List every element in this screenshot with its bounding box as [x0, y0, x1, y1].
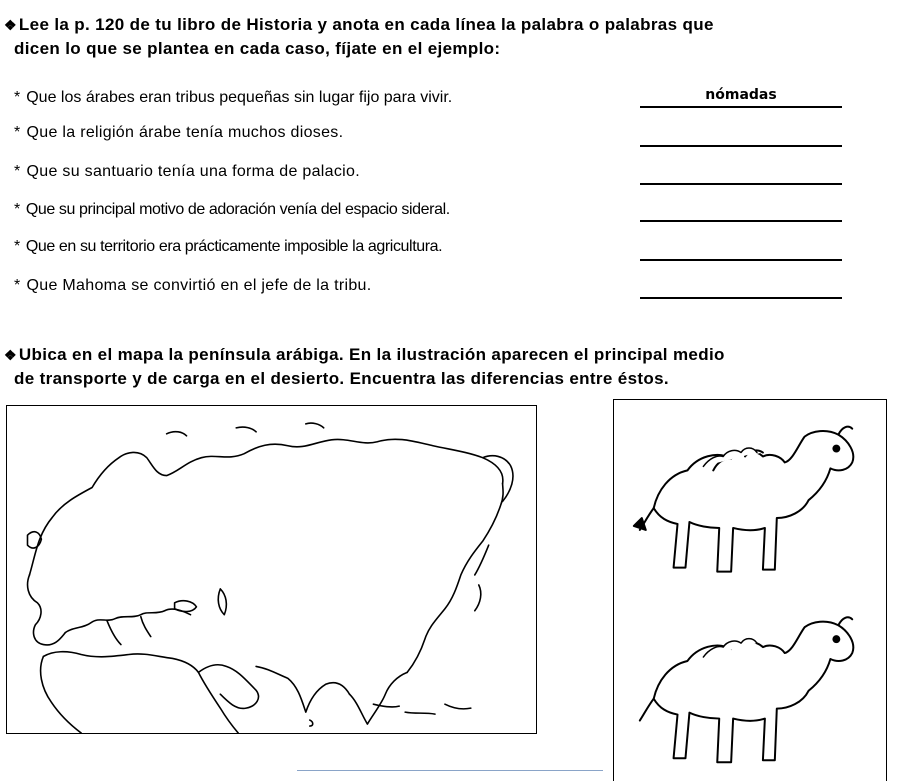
instruction-2-line-2: de transporte y de carga en el desierto. Encuentra las diferencias entre éstos. — [14, 369, 669, 388]
statement-2 — [14, 123, 343, 143]
camel-top — [640, 427, 853, 572]
camel-bottom — [640, 617, 853, 762]
statement-1 — [14, 88, 452, 108]
answer-line-3[interactable] — [640, 161, 842, 185]
eurasia-map-icon[interactable] — [6, 405, 537, 734]
instruction-1-line-2: dicen lo que se plantea en cada caso, fíjate en el ejemplo: — [14, 39, 501, 58]
asterisk: * — [14, 201, 20, 218]
asterisk: * — [14, 277, 21, 294]
camels-drawing — [614, 400, 886, 781]
answer-line-1[interactable]: nómadas — [640, 84, 842, 108]
asterisk: * — [14, 89, 21, 106]
statement-text: Que los árabes eran tribus pequeñas sin lugar fijo para vivir. — [26, 89, 453, 106]
asterisk: * — [14, 238, 20, 255]
statement-4 — [14, 200, 450, 220]
camel-drawing-icon[interactable] — [613, 399, 887, 781]
statement-text: Que la religión árabe tenía muchos dioses. — [26, 124, 344, 141]
statement-text: Que su principal motivo de adoración venía del espacio sideral. — [25, 201, 450, 218]
diamond-bullet-icon: ❖ — [4, 347, 17, 363]
answer-line-4[interactable] — [640, 198, 842, 222]
statement-6 — [14, 276, 371, 296]
answer-line-6[interactable] — [640, 275, 842, 299]
statement-text: Que Mahoma se convirtió en el jefe de la tribu. — [26, 277, 372, 294]
statement-5 — [14, 237, 442, 257]
diamond-bullet-icon: ❖ — [4, 17, 17, 33]
asterisk: * — [14, 124, 21, 141]
bottom-rule — [297, 770, 603, 771]
instruction-2 — [4, 343, 725, 391]
asterisk: * — [14, 163, 21, 180]
answer-line-2[interactable] — [640, 123, 842, 147]
statement-3 — [14, 162, 360, 182]
instruction-1 — [4, 13, 714, 61]
statement-text: Que su santuario tenía una forma de palacio. — [26, 163, 360, 180]
instruction-1-line-1: Lee la p. 120 de tu libro de Historia y anota en cada línea la palabra o palabras que — [18, 15, 714, 34]
map-outline-drawing — [7, 406, 536, 733]
answer-line-5[interactable] — [640, 237, 842, 261]
instruction-2-line-1: Ubica en el mapa la península arábiga. En la ilustración aparecen el principal medio — [18, 345, 725, 364]
statement-text: Que en su territorio era prácticamente imposible la agricultura. — [25, 238, 443, 255]
